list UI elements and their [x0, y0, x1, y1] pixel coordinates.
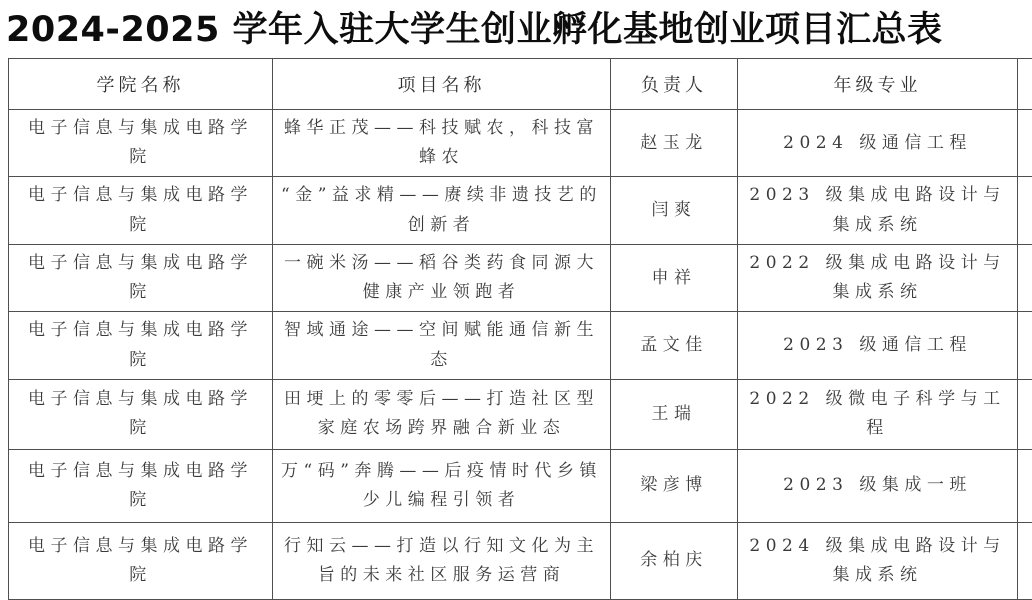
header-cell-extra	[1018, 59, 1032, 110]
cell-major: 2022 级微电子科学与工程	[738, 379, 1018, 449]
header-cell-college: 学院名称	[9, 59, 273, 110]
cell-college: 电子信息与集成电路学院	[9, 244, 273, 311]
cell-extra	[1018, 522, 1032, 599]
cell-leader: 王瑞	[611, 379, 738, 449]
cell-major: 2023 级集成电路设计与集成系统	[738, 177, 1018, 244]
cell-extra	[1018, 379, 1032, 449]
cell-college: 电子信息与集成电路学院	[9, 449, 273, 522]
cell-extra	[1018, 110, 1032, 177]
header-cell-project: 项目名称	[273, 59, 611, 110]
cell-project: 一碗米汤——稻谷类药食同源大健康产业领跑者	[273, 244, 611, 311]
cell-extra	[1018, 244, 1032, 311]
cell-major: 2023 级集成一班	[738, 449, 1018, 522]
cell-extra	[1018, 312, 1032, 379]
summary-table-container	[8, 58, 1032, 600]
table-row	[9, 244, 1032, 311]
cell-project: 田埂上的零零后——打造社区型家庭农场跨界融合新业态	[273, 379, 611, 449]
table-header-row	[9, 59, 1032, 110]
cell-extra	[1018, 177, 1032, 244]
table-row	[9, 379, 1032, 449]
cell-extra	[1018, 449, 1032, 522]
cell-college: 电子信息与集成电路学院	[9, 110, 273, 177]
cell-leader: 赵玉龙	[611, 110, 738, 177]
cell-project: 万“码”奔腾——后疫情时代乡镇少儿编程引领者	[273, 449, 611, 522]
cell-major: 2024 级集成电路设计与集成系统	[738, 522, 1018, 599]
cell-project: 智域通途——空间赋能通信新生态	[273, 312, 611, 379]
page-title: 2024-2025 学年入驻大学生创业孵化基地创业项目汇总表	[6, 2, 1032, 52]
cell-college: 电子信息与集成电路学院	[9, 379, 273, 449]
table-row	[9, 312, 1032, 379]
cell-leader: 闫爽	[611, 177, 738, 244]
cell-leader: 梁彦博	[611, 449, 738, 522]
cell-college: 电子信息与集成电路学院	[9, 312, 273, 379]
cell-college: 电子信息与集成电路学院	[9, 177, 273, 244]
cell-leader: 申祥	[611, 244, 738, 311]
table-row	[9, 177, 1032, 244]
cell-major: 2023 级通信工程	[738, 312, 1018, 379]
table-row	[9, 110, 1032, 177]
summary-table	[8, 58, 1032, 600]
cell-project: 蜂华正茂——科技赋农，科技富蜂农	[273, 110, 611, 177]
cell-project: 行知云——打造以行知文化为主旨的未来社区服务运营商	[273, 522, 611, 599]
table-row	[9, 449, 1032, 522]
cell-leader: 余柏庆	[611, 522, 738, 599]
header-cell-major: 年级专业	[738, 59, 1018, 110]
header-cell-leader: 负责人	[611, 59, 738, 110]
cell-major: 2022 级集成电路设计与集成系统	[738, 244, 1018, 311]
cell-leader: 孟文佳	[611, 312, 738, 379]
cell-project: “金”益求精——赓续非遗技艺的创新者	[273, 177, 611, 244]
table-row	[9, 522, 1032, 599]
cell-college: 电子信息与集成电路学院	[9, 522, 273, 599]
cell-major: 2024 级通信工程	[738, 110, 1018, 177]
